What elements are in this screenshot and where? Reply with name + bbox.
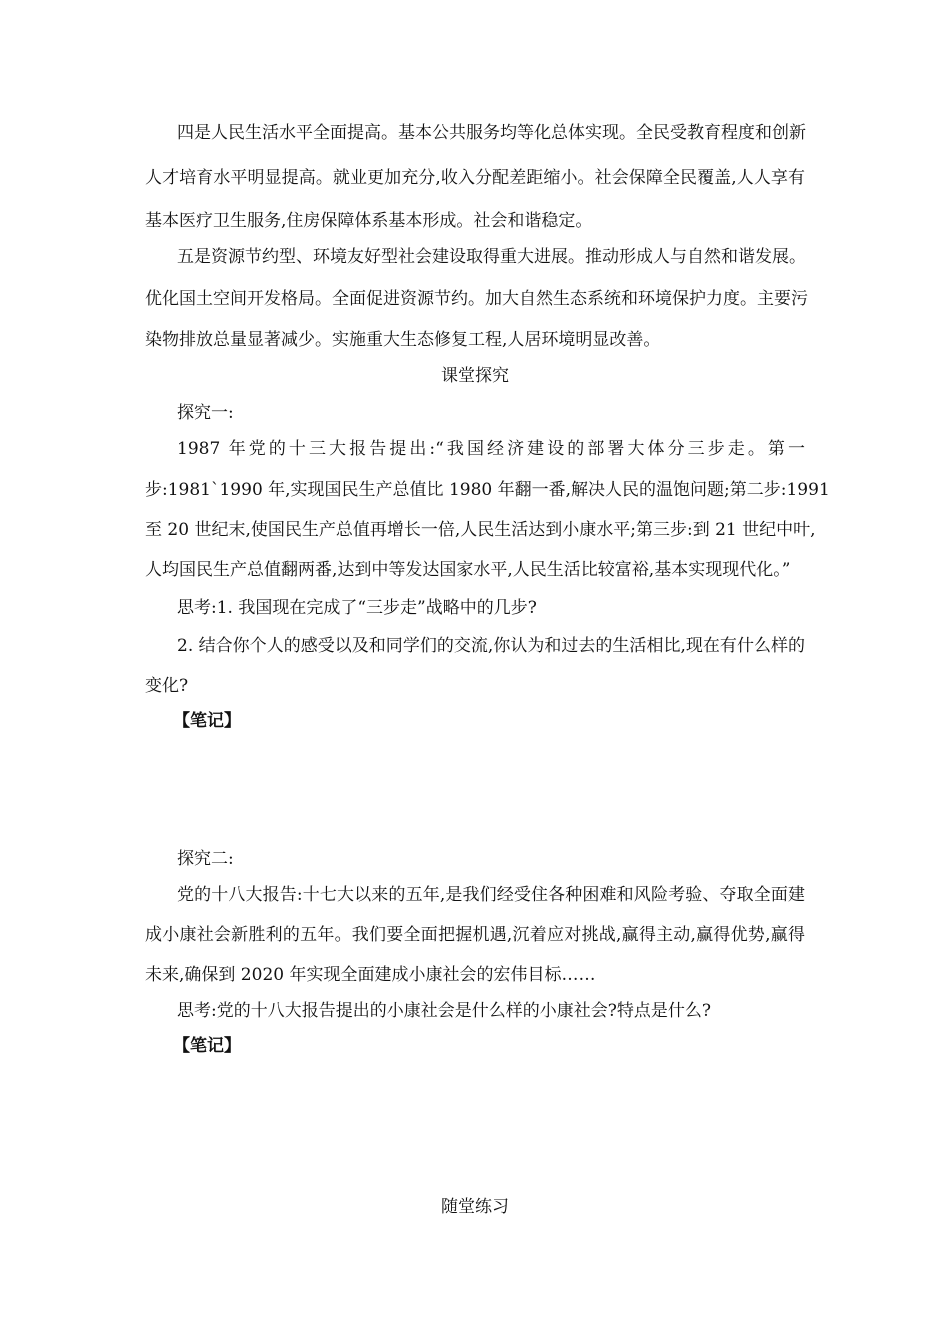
inquiry-2-line-1: 党的十八大报告:十七大以来的五年,是我们经受住各种困难和风险考验、夺取全面建 [177, 885, 805, 905]
paragraph-5-line-1: 五是资源节约型、环境友好型社会建设取得重大进展。推动形成人与自然和谐发展。 [177, 247, 806, 267]
paragraph-4-line-2: 人才培育水平明显提高。就业更加充分,收入分配差距缩小。社会保障全民覆盖,人人享有 [145, 168, 805, 188]
inquiry-1-question-2-line-1: 2. 结合你个人的感受以及和同学们的交流,你认为和过去的生活相比,现在有什么样的 [177, 636, 805, 656]
notes-label-2: 【笔记】 [173, 1036, 241, 1056]
paragraph-5-line-2: 优化国土空间开发格局。全面促进资源节约。加大自然生态系统和环境保护力度。主要污 [145, 289, 808, 309]
inquiry-1-line-1: 1987 年党的十三大报告提出:“我国经济建设的部署大体分三步走。第一 [177, 439, 805, 459]
paragraph-5-line-3: 染物排放总量显著减少。实施重大生态修复工程,人居环境明显改善。 [145, 330, 661, 350]
inquiry-1-question-2-line-2: 变化? [145, 676, 189, 696]
inquiry-2-line-2: 成小康社会新胜利的五年。我们要全面把握机遇,沉着应对挑战,赢得主动,赢得优势,赢得 [145, 925, 805, 945]
notes-label-1: 【笔记】 [173, 711, 241, 731]
inquiry-1-line-2: 步:1981`1990 年,实现国民生产总值比 1980 年翻一番,解决人民的温饱问题;第二步:1991 [145, 480, 830, 500]
paragraph-4-line-3: 基本医疗卫生服务,住房保障体系基本形成。社会和谐稳定。 [145, 211, 593, 231]
inquiry-1-label: 探究一: [177, 403, 234, 423]
section-heading-classroom-inquiry: 课堂探究 [441, 366, 509, 386]
paragraph-4-line-1: 四是人民生活水平全面提高。基本公共服务均等化总体实现。全民受教育程度和创新 [177, 123, 806, 143]
inquiry-2-label: 探究二: [177, 849, 234, 869]
inquiry-2-line-3: 未来,确保到 2020 年实现全面建成小康社会的宏伟目标…… [145, 965, 596, 985]
inquiry-2-question: 思考:党的十八大报告提出的小康社会是什么样的小康社会?特点是什么? [177, 1001, 711, 1021]
section-heading-practice: 随堂练习 [441, 1197, 509, 1217]
inquiry-1-line-4: 人均国民生产总值翻两番,达到中等发达国家水平,人民生活比较富裕,基本实现现代化。” [145, 560, 791, 580]
inquiry-1-line-3: 至 20 世纪末,使国民生产总值再增长一倍,人民生活达到小康水平;第三步:到 21 世纪中叶, [145, 520, 816, 540]
inquiry-1-question-1: 思考:1. 我国现在完成了“三步走”战略中的几步? [177, 598, 537, 618]
